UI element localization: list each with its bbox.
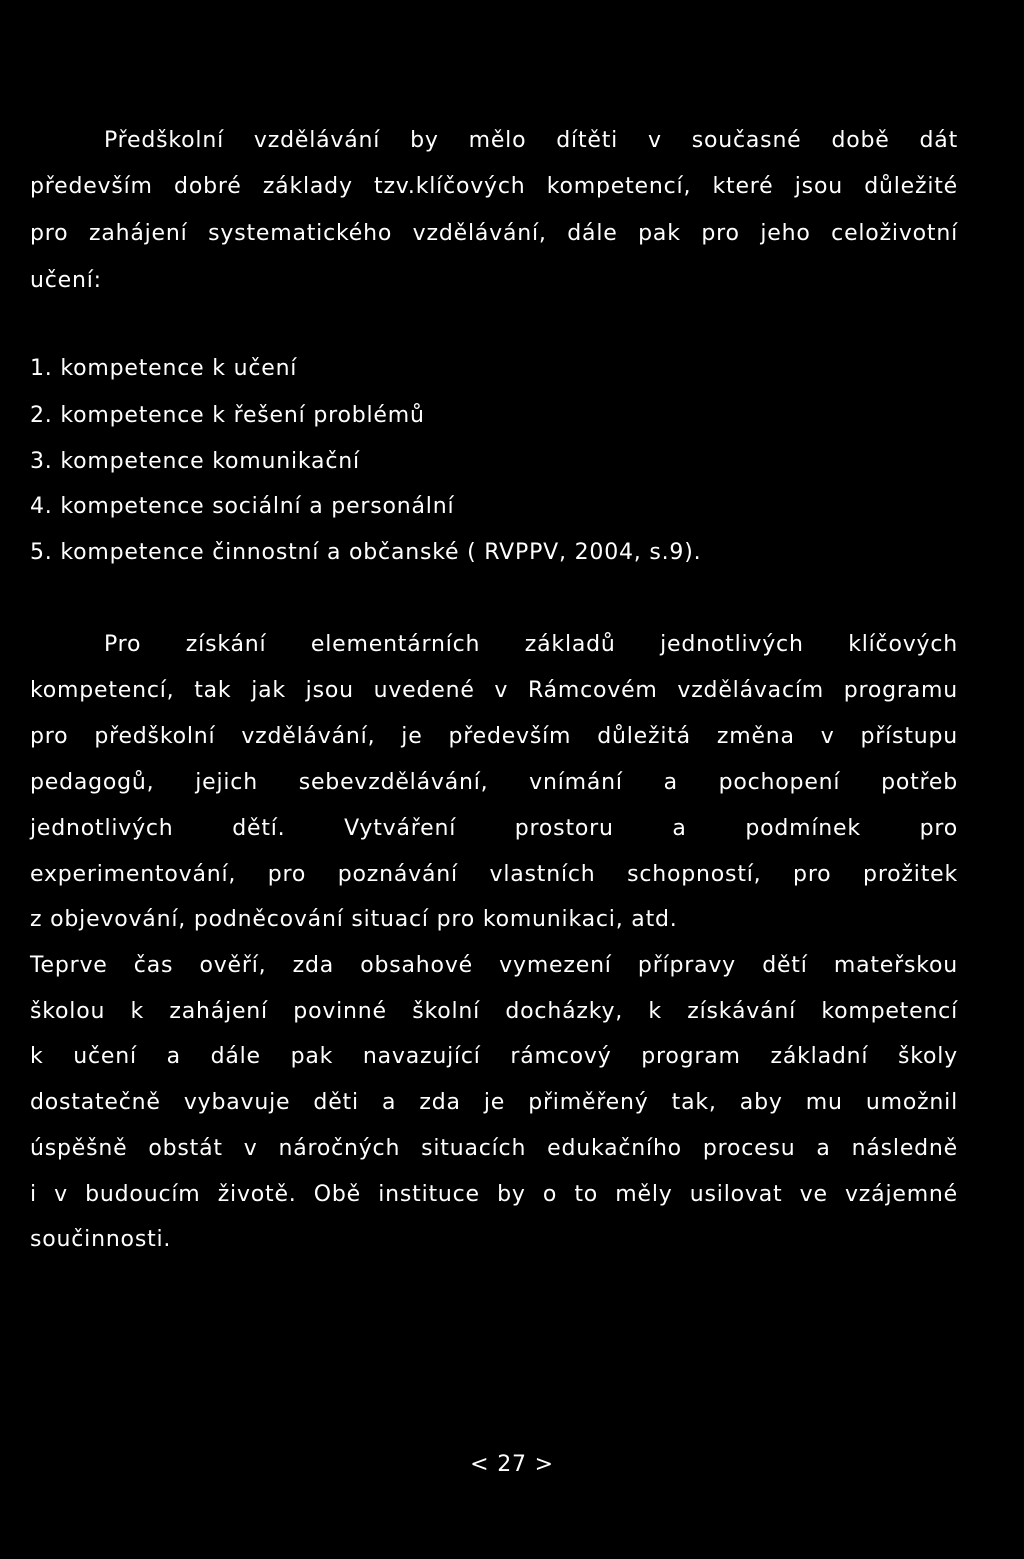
page-number: < 27 > [470,1452,554,1477]
paragraph-line: z objevování, podněcování situací pro komunikaci, atd. [30,907,678,932]
paragraph-line: pro zahájení systematického vzdělávání, dále pak pro jeho celoživotní [30,221,958,246]
paragraph-line: součinnosti. [30,1227,172,1252]
paragraph-line: kompetencí, tak jak jsou uvedené v Rámcovém vzdělávacím programu [30,678,958,703]
paragraph-line: k učení a dále pak navazující rámcový program základní školy [30,1044,958,1069]
list-item: 4. kompetence sociální a personální [30,494,455,519]
paragraph-line: Předškolní vzdělávání by mělo dítěti v současné době dát [104,128,958,153]
paragraph-line: učení: [30,268,102,293]
paragraph-line: úspěšně obstát v náročných situacích edukačního procesu a následně [30,1136,958,1161]
paragraph-line: školou k zahájení povinné školní docházky, k získávání kompetencí [30,999,958,1024]
paragraph-line: dostatečně vybavuje děti a zda je přiměřený tak, aby mu umožnil [30,1090,958,1115]
paragraph-line: jednotlivých dětí. Vytváření prostoru a podmínek pro [30,816,958,841]
paragraph-line: experimentování, pro poznávání vlastních schopností, pro prožitek [30,862,958,887]
paragraph-line: i v budoucím životě. Obě instituce by o to měly usilovat ve vzájemné [30,1182,958,1207]
paragraph-line: Pro získání elementárních základů jednotlivých klíčových [104,632,958,657]
list-item: 3. kompetence komunikační [30,449,360,474]
paragraph-line: především dobré základy tzv.klíčových kompetencí, které jsou důležité [30,174,958,199]
paragraph-line: pedagogů, jejich sebevzdělávání, vnímání a pochopení potřeb [30,770,958,795]
list-item: 5. kompetence činnostní a občanské ( RVPPV, 2004, s.9). [30,540,702,565]
list-item: 2. kompetence k řešení problémů [30,403,425,428]
list-item: 1. kompetence k učení [30,356,298,381]
paragraph-line: pro předškolní vzdělávání, je především důležitá změna v přístupu [30,724,958,749]
paragraph-line: Teprve čas ověří, zda obsahové vymezení přípravy dětí mateřskou [30,953,958,978]
